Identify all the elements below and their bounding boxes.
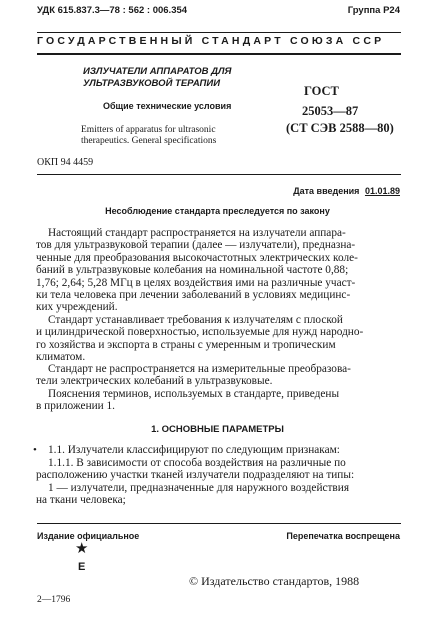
state-standard-heading: ГОСУДАРСТВЕННЫЙ СТАНДАРТ СОЮЗА ССР — [37, 35, 385, 47]
text-line: Стандарт устанавливает требования к излучателям с плоской — [48, 314, 343, 326]
english-title-line1: Emitters of apparatus for ultrasonic — [81, 125, 216, 135]
star-icon: ★ — [75, 541, 89, 557]
compliance-notice: Несоблюдение стандарта преследуется по закону — [105, 206, 330, 216]
section-title: 1. ОСНОВНЫЕ ПАРАМЕТРЫ — [151, 424, 284, 435]
text-line: баний в ультразвуковые колебания на номинальной частоте 0,88; — [36, 264, 349, 277]
paragraph-exclusions — [36, 363, 402, 388]
effective-date-label: Дата введения — [293, 186, 360, 196]
paragraph-terms — [36, 388, 402, 413]
english-title-line2: therapeutics. General specifications — [81, 136, 217, 146]
text-line: расположению участки тканей излучатели подразделяют на типы: — [36, 469, 355, 482]
official-edition-label: Издание официальное — [37, 531, 140, 541]
text-line: в приложении 1. — [36, 400, 116, 413]
clause-1-1-1 — [36, 457, 402, 482]
clause-1-1 — [36, 444, 402, 456]
text-line: Настоящий стандарт распространяется на излучатели аппара- — [48, 227, 346, 239]
title-block-rule — [37, 174, 401, 175]
effective-date-value: 01.01.89 — [364, 186, 400, 196]
header-rule-bottom — [37, 53, 401, 55]
text-line: ки тела человека при лечении заболеваний в условиях медицинс- — [36, 289, 351, 302]
text-line: тели электрических колебаний в ультразвуковые. — [36, 375, 273, 388]
okp-code: ОКП 94 4459 — [37, 157, 94, 168]
text-line: 1 — излучатели, предназначенные для наружного воздействия — [48, 482, 350, 494]
bullet-mark: • — [33, 444, 37, 456]
gost-label: ГОСТ — [304, 84, 339, 98]
gost-number: 25053—87 — [302, 104, 359, 118]
text-line: 1.1. Излучатели классифицируют по следующим признакам: — [48, 444, 340, 456]
footer-rule — [37, 523, 401, 524]
text-line: ченные для преобразования высокочастотных электрических коле- — [36, 251, 358, 264]
group-code: Группа Р24 — [347, 5, 400, 16]
effective-date — [293, 186, 400, 196]
udc-code: УДК 615.837.3—78 : 562 : 006.354 — [37, 5, 188, 16]
text-line: ких учреждений. — [36, 301, 118, 314]
document-title-line1: ИЗЛУЧАТЕЛИ АППАРАТОВ ДЛЯ — [83, 66, 232, 77]
sev-number: (СТ СЭВ 2588—80) — [286, 121, 394, 135]
copyright-notice: © Издательство стандартов, 1988 — [189, 574, 360, 588]
document-subtitle: Общие технические условия — [103, 101, 232, 111]
e-mark: E — [78, 561, 86, 573]
clause-type-1 — [36, 482, 402, 507]
header-rule-top — [37, 32, 401, 33]
paragraph-scope — [36, 227, 402, 314]
print-code: 2—1796 — [37, 595, 71, 605]
text-line: 1.1.1. В зависимости от способа воздействия на различные по — [48, 457, 346, 469]
text-line: 1,76; 2,64; 5,28 МГц в целях воздействия ими на различные участ- — [36, 276, 356, 289]
text-line: климатом. — [36, 351, 86, 364]
text-line: го хозяйства и экспорта в страны с умеренным и тропическим — [36, 338, 336, 351]
text-line: Пояснения терминов, используемых в стандарте, приведены — [48, 388, 340, 400]
document-title-line2: УЛЬТРАЗВУКОВОЙ ТЕРАПИИ — [83, 78, 221, 89]
text-line: и цилиндрической поверхностью, используемые для нужд народно- — [36, 326, 364, 339]
text-line: на ткани человека; — [36, 494, 126, 507]
text-line: Стандарт не распространяется на измерительные преобразова- — [48, 363, 351, 375]
paragraph-requirements — [36, 314, 402, 364]
reprint-prohibited-label: Перепечатка воспрещена — [286, 531, 400, 541]
text-line: тов для ультразвуковой терапии (далее — излучатели), предназна- — [36, 239, 356, 252]
